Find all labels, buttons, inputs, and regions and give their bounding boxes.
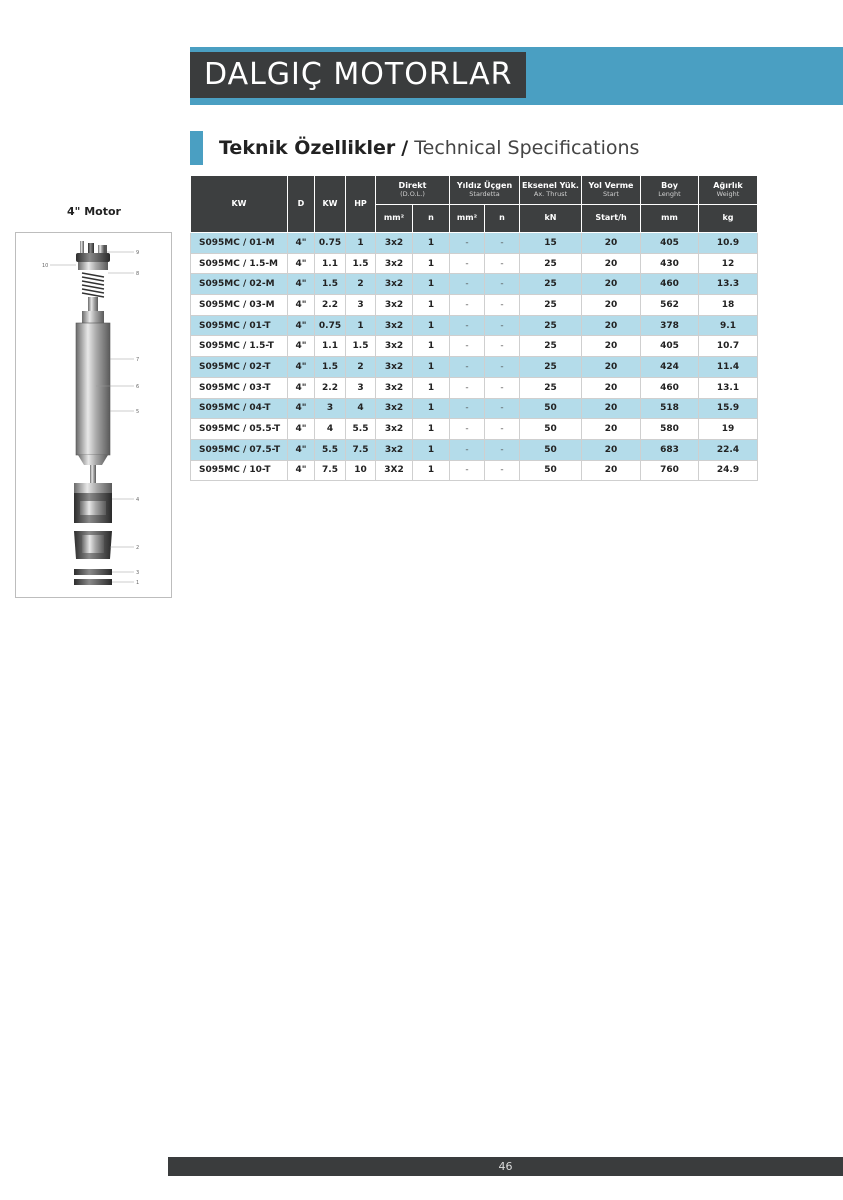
- table-row: [191, 336, 758, 357]
- header-mm: mm: [641, 205, 699, 233]
- cell-hp: 2: [346, 357, 376, 378]
- part-number: 3: [136, 570, 140, 576]
- cell-axial-thrust: 25: [520, 377, 582, 398]
- cell-axial-thrust: 25: [520, 315, 582, 336]
- upper-cap: [82, 311, 104, 323]
- cell-starts-per-hour: 20: [582, 336, 641, 357]
- header-yildiz-sub: Stardetta: [469, 189, 500, 198]
- cell-n-direkt: 1: [413, 233, 450, 254]
- header-n-yildiz: n: [485, 205, 520, 233]
- cell-starts-per-hour: 20: [582, 274, 641, 295]
- cell-axial-thrust: 15: [520, 233, 582, 254]
- section-title-tr: Teknik Özellikler: [219, 137, 396, 159]
- motor-illustration: [15, 232, 172, 598]
- cell-diameter: 4": [288, 253, 315, 274]
- cell-n-direkt: 1: [413, 377, 450, 398]
- cell-hp: 3: [346, 295, 376, 316]
- cell-starts-per-hour: 20: [582, 460, 641, 481]
- table-row: [191, 460, 758, 481]
- cell-cable-direkt: 3X2: [376, 460, 413, 481]
- table-row: [191, 357, 758, 378]
- cell-hp: 5.5: [346, 419, 376, 440]
- header-eksenel: [520, 176, 582, 205]
- part-number: 10: [42, 263, 49, 269]
- cell-weight: 24.9: [699, 460, 758, 481]
- header-kg: kg: [699, 205, 758, 233]
- cell-cable-yildiz: -: [450, 357, 485, 378]
- cell-cable-direkt: 3x2: [376, 398, 413, 419]
- cell-kw: 0.75: [315, 233, 346, 254]
- cell-n-direkt: 1: [413, 253, 450, 274]
- cell-n-yildiz: -: [485, 377, 520, 398]
- cell-n-direkt: 1: [413, 419, 450, 440]
- table-row: [191, 274, 758, 295]
- cell-cable-direkt: 3x2: [376, 439, 413, 460]
- header-d: D: [288, 176, 315, 233]
- header-yildiz-label: Yıldız Üçgen: [456, 181, 513, 191]
- section-marker: [190, 131, 203, 165]
- header-kw: KW: [315, 176, 346, 233]
- header-start-h: Start/h: [582, 205, 641, 233]
- part-number: 4: [136, 497, 140, 503]
- header-direkt-sub: (D.O.L.): [400, 189, 425, 198]
- table-row: [191, 439, 758, 460]
- cell-n-yildiz: -: [485, 439, 520, 460]
- cell-n-direkt: 1: [413, 315, 450, 336]
- cell-axial-thrust: 25: [520, 295, 582, 316]
- cell-n-yildiz: -: [485, 274, 520, 295]
- cell-length: 460: [641, 377, 699, 398]
- cell-length: 683: [641, 439, 699, 460]
- cell-n-direkt: 1: [413, 398, 450, 419]
- cell-diameter: 4": [288, 274, 315, 295]
- cell-kw: 4: [315, 419, 346, 440]
- cell-weight: 10.7: [699, 336, 758, 357]
- cell-model-code: S095MC / 02-M: [191, 274, 288, 295]
- cell-kw: 1.5: [315, 274, 346, 295]
- bearing-ring: [74, 483, 112, 493]
- header-yol-sub: Start: [603, 189, 619, 198]
- cell-starts-per-hour: 20: [582, 419, 641, 440]
- cell-cable-direkt: 3x2: [376, 295, 413, 316]
- cell-hp: 1: [346, 315, 376, 336]
- cell-starts-per-hour: 20: [582, 315, 641, 336]
- cell-n-yildiz: -: [485, 295, 520, 316]
- cell-diameter: 4": [288, 233, 315, 254]
- cell-cable-yildiz: -: [450, 419, 485, 440]
- cell-cable-direkt: 3x2: [376, 357, 413, 378]
- cell-kw: 7.5: [315, 460, 346, 481]
- cell-diameter: 4": [288, 439, 315, 460]
- footer-bar: [168, 1157, 843, 1176]
- cell-diameter: 4": [288, 315, 315, 336]
- cell-starts-per-hour: 20: [582, 233, 641, 254]
- cell-n-yildiz: -: [485, 357, 520, 378]
- header-agirlik: [699, 176, 758, 205]
- part-number: 5: [136, 409, 140, 415]
- header-hp: HP: [346, 176, 376, 233]
- cell-starts-per-hour: 20: [582, 357, 641, 378]
- page-number: 46: [498, 1160, 513, 1173]
- cell-n-direkt: 1: [413, 295, 450, 316]
- cell-cable-direkt: 3x2: [376, 233, 413, 254]
- header-direkt-label: Direkt: [398, 181, 427, 191]
- cell-cable-yildiz: -: [450, 460, 485, 481]
- cell-cable-direkt: 3x2: [376, 274, 413, 295]
- cell-cable-yildiz: -: [450, 398, 485, 419]
- cell-axial-thrust: 25: [520, 336, 582, 357]
- cell-model-code: S095MC / 04-T: [191, 398, 288, 419]
- cell-cable-yildiz: -: [450, 377, 485, 398]
- cell-model-code: S095MC / 03-M: [191, 295, 288, 316]
- section-heading: [190, 131, 639, 165]
- cell-length: 562: [641, 295, 699, 316]
- cell-weight: 18: [699, 295, 758, 316]
- cell-kw: 2.2: [315, 295, 346, 316]
- cell-starts-per-hour: 20: [582, 295, 641, 316]
- stator-body: [76, 323, 110, 455]
- cell-length: 405: [641, 336, 699, 357]
- cell-cable-yildiz: -: [450, 274, 485, 295]
- header-yol: [582, 176, 641, 205]
- cell-weight: 15.9: [699, 398, 758, 419]
- header-eksenel-sub: Ax. Thrust: [533, 189, 568, 198]
- cell-diameter: 4": [288, 357, 315, 378]
- cell-weight: 22.4: [699, 439, 758, 460]
- cell-starts-per-hour: 20: [582, 253, 641, 274]
- section-title-separator: /: [401, 137, 409, 159]
- header-agirlik-sub: Weight: [716, 189, 740, 198]
- header-direkt: [376, 176, 450, 205]
- cell-starts-per-hour: 20: [582, 398, 641, 419]
- cell-cable-direkt: 3x2: [376, 377, 413, 398]
- cell-n-yildiz: -: [485, 315, 520, 336]
- cell-axial-thrust: 50: [520, 398, 582, 419]
- cell-hp: 1: [346, 233, 376, 254]
- cell-weight: 13.3: [699, 274, 758, 295]
- cell-weight: 12: [699, 253, 758, 274]
- cell-model-code: S095MC / 01-M: [191, 233, 288, 254]
- table-row: [191, 295, 758, 316]
- cell-n-direkt: 1: [413, 357, 450, 378]
- cell-cable-yildiz: -: [450, 233, 485, 254]
- cell-axial-thrust: 25: [520, 253, 582, 274]
- cell-cable-direkt: 3x2: [376, 419, 413, 440]
- motor-exploded-view: [16, 233, 171, 597]
- cell-cable-yildiz: -: [450, 253, 485, 274]
- cell-n-direkt: 1: [413, 274, 450, 295]
- cell-n-direkt: 1: [413, 336, 450, 357]
- header-agirlik-label: Ağırlık: [713, 181, 743, 191]
- cell-cable-yildiz: -: [450, 315, 485, 336]
- cell-n-yildiz: -: [485, 233, 520, 254]
- cell-starts-per-hour: 20: [582, 439, 641, 460]
- cell-axial-thrust: 50: [520, 460, 582, 481]
- cell-n-yildiz: -: [485, 419, 520, 440]
- lower-taper: [78, 455, 108, 465]
- cell-kw: 1.5: [315, 357, 346, 378]
- cell-n-yildiz: -: [485, 253, 520, 274]
- part-number: 6: [136, 384, 140, 390]
- cell-diameter: 4": [288, 398, 315, 419]
- part-number: 8: [136, 271, 140, 277]
- terminal-assembly: [76, 241, 110, 270]
- cell-kw: 0.75: [315, 315, 346, 336]
- header-yol-label: Yol Verme: [588, 181, 634, 191]
- cell-n-yildiz: -: [485, 398, 520, 419]
- table-row: [191, 315, 758, 336]
- cell-kw: 1.1: [315, 253, 346, 274]
- table-row: [191, 377, 758, 398]
- cell-kw: 2.2: [315, 377, 346, 398]
- header-mm2-yildiz: mm²: [450, 205, 485, 233]
- cell-kw: 1.1: [315, 336, 346, 357]
- cell-cable-direkt: 3x2: [376, 253, 413, 274]
- header-boy: [641, 176, 699, 205]
- page-title: DALGIÇ MOTORLAR: [190, 52, 526, 98]
- cell-weight: 11.4: [699, 357, 758, 378]
- motor-label: 4" Motor: [67, 205, 121, 218]
- cell-diameter: 4": [288, 419, 315, 440]
- cell-cable-yildiz: -: [450, 295, 485, 316]
- cell-diameter: 4": [288, 295, 315, 316]
- shaft-top: [88, 297, 98, 313]
- cell-n-direkt: 1: [413, 460, 450, 481]
- cell-axial-thrust: 50: [520, 419, 582, 440]
- cell-cable-yildiz: -: [450, 336, 485, 357]
- cell-model-code: S095MC / 1.5-T: [191, 336, 288, 357]
- cell-model-code: S095MC / 01-T: [191, 315, 288, 336]
- cell-length: 460: [641, 274, 699, 295]
- cell-n-direkt: 1: [413, 439, 450, 460]
- cell-hp: 1.5: [346, 336, 376, 357]
- cell-weight: 19: [699, 419, 758, 440]
- header-boy-label: Boy: [661, 181, 678, 191]
- section-title-en: Technical Specifications: [414, 137, 640, 159]
- cell-hp: 2: [346, 274, 376, 295]
- cell-diameter: 4": [288, 460, 315, 481]
- cell-cable-direkt: 3x2: [376, 336, 413, 357]
- cell-weight: 9.1: [699, 315, 758, 336]
- table-row: [191, 419, 758, 440]
- base-ring-upper: [74, 569, 112, 575]
- cell-hp: 4: [346, 398, 376, 419]
- part-number: 1: [136, 580, 140, 586]
- cell-weight: 13.1: [699, 377, 758, 398]
- cell-cable-direkt: 3x2: [376, 315, 413, 336]
- cell-kw: 3: [315, 398, 346, 419]
- cell-length: 424: [641, 357, 699, 378]
- header-n-direkt: n: [413, 205, 450, 233]
- part-number: 2: [136, 545, 140, 551]
- specifications-table-body: [191, 233, 758, 481]
- base-ring-lower: [74, 579, 112, 585]
- cell-model-code: S095MC / 03-T: [191, 377, 288, 398]
- cell-hp: 3: [346, 377, 376, 398]
- specifications-table: [190, 175, 758, 481]
- table-row: [191, 233, 758, 254]
- table-row: [191, 253, 758, 274]
- cell-cable-yildiz: -: [450, 439, 485, 460]
- table-row: [191, 398, 758, 419]
- cell-model-code: S095MC / 07.5-T: [191, 439, 288, 460]
- cell-model-code: S095MC / 02-T: [191, 357, 288, 378]
- cell-axial-thrust: 25: [520, 357, 582, 378]
- header-band: [190, 47, 843, 105]
- lower-shaft: [90, 465, 96, 483]
- cell-hp: 10: [346, 460, 376, 481]
- cell-kw: 5.5: [315, 439, 346, 460]
- cell-length: 518: [641, 398, 699, 419]
- header-boy-sub: Lenght: [658, 189, 681, 198]
- cell-length: 405: [641, 233, 699, 254]
- part-number: 7: [136, 357, 140, 363]
- header-eksenel-label: Eksenel Yük.: [522, 181, 579, 191]
- cell-length: 760: [641, 460, 699, 481]
- cell-diameter: 4": [288, 377, 315, 398]
- cell-axial-thrust: 25: [520, 274, 582, 295]
- cell-length: 430: [641, 253, 699, 274]
- header-kn: kN: [520, 205, 582, 233]
- cell-length: 580: [641, 419, 699, 440]
- header-yildiz: [450, 176, 520, 205]
- cell-diameter: 4": [288, 336, 315, 357]
- cell-hp: 1.5: [346, 253, 376, 274]
- cell-n-yildiz: -: [485, 336, 520, 357]
- cell-length: 378: [641, 315, 699, 336]
- part-number: 9: [136, 250, 140, 256]
- spring: [82, 273, 104, 297]
- header-kw-code: KW: [191, 176, 288, 233]
- cell-n-yildiz: -: [485, 460, 520, 481]
- cell-model-code: S095MC / 10-T: [191, 460, 288, 481]
- cell-weight: 10.9: [699, 233, 758, 254]
- cell-model-code: S095MC / 05.5-T: [191, 419, 288, 440]
- cell-hp: 7.5: [346, 439, 376, 460]
- cell-axial-thrust: 50: [520, 439, 582, 460]
- cell-starts-per-hour: 20: [582, 377, 641, 398]
- cell-model-code: S095MC / 1.5-M: [191, 253, 288, 274]
- header-mm2-direkt: mm²: [376, 205, 413, 233]
